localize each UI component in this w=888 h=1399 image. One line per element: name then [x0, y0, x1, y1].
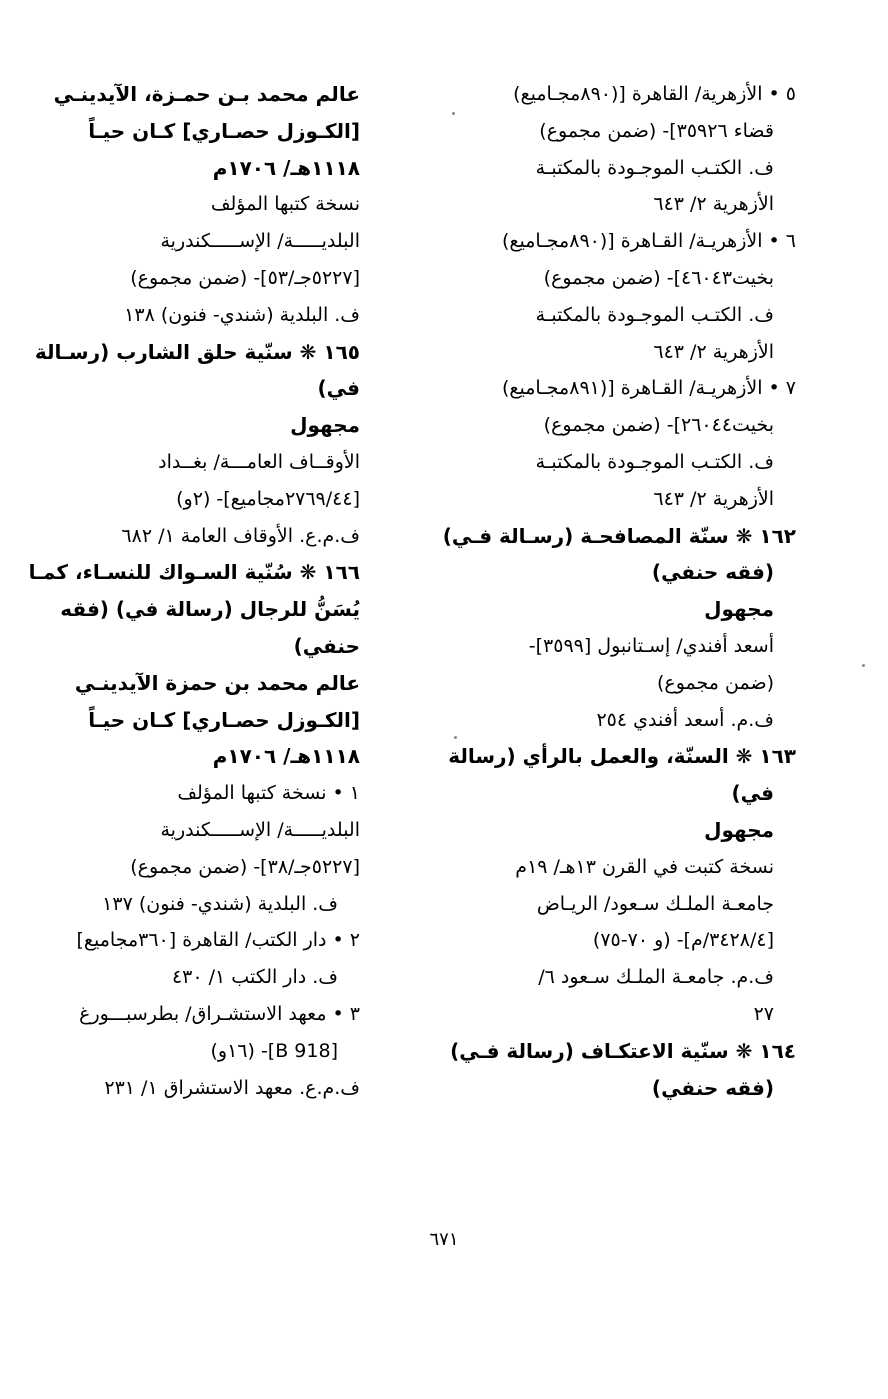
entry-heading-line: [الكـوزل حصـاري] كـان حيـاً [88, 707, 360, 732]
entry-text-line: ف. الكتـب الموجـودة بالمكتبـة [535, 156, 774, 179]
entry-heading-line: عالم محمد بـن حمـزة، الآيدينـي [53, 82, 360, 106]
entry-heading-line: مجهول [290, 413, 360, 438]
entry-heading-line: (فقه حنفي) [651, 560, 774, 585]
entry-text-line: نسخة كتبها المؤلف [210, 193, 360, 216]
entry-heading-line: [الكـوزل حصـاري] كـان حيـاً [88, 118, 360, 143]
left-column [28, 76, 360, 1106]
entry-text-line: ف.م.ع. معهد الاستشراق ١/ ٢٣١ [104, 1076, 360, 1099]
entry-text-line: [٢٧٦٩/٤٤مجاميع]- (٢و) [176, 487, 360, 510]
entry-text-line: [٣٤٢٨/٤/م]- (و ٧٠-٧٥) [592, 929, 774, 952]
entry-text-line: ف.م. أسعد أفندي ٢٥٤ [596, 708, 774, 731]
entry-heading-line: عالم محمد بن حمزة الآيدينـي [74, 670, 360, 695]
entry-text-line: نسخة كتبت في القرن ١٣هـ/ ١٩م [515, 855, 774, 878]
entry-heading-line: مجهول [704, 597, 774, 622]
entry-heading-line: (فقه حنفي) [651, 1075, 774, 1100]
entry-text-line: ف. الكتـب الموجـودة بالمكتبـة [535, 450, 774, 473]
entry-text-line: [B 918]- (١٦و) [210, 1039, 338, 1062]
entry-heading-line: مجهول [704, 817, 774, 842]
entry-text-line: ف.م. جامعـة الملـك سـعود ٦/ [538, 966, 774, 989]
entry-heading-line: ١٦٥ ❋ سنّية حلق الشارب (رسـالة [34, 339, 360, 364]
right-column [442, 76, 796, 1106]
entry-text-line: البلديـــــة/ الإســـــكندرية [160, 818, 360, 841]
entry-text-line: [٥٢٢٧جـ/٣٨]- (ضمن مجموع) [130, 855, 360, 878]
entry-text-line: ف. البلدية (شندي- فنون) ١٣٧ [102, 892, 338, 915]
speck-mark [452, 112, 455, 115]
entry-text-line: ٣ • معهد الاستشـراق/ بطرسبـــورغ [79, 1002, 360, 1025]
entry-text-line: ٦ • الأزهريـة/ القـاهرة [(٨٩٠مجـاميع) [502, 230, 796, 253]
entry-text-line: ف. البلدية (شندي- فنون) ١٣٨ [124, 303, 360, 326]
speck-mark [454, 736, 457, 739]
entry-heading-line: ١٦٢ ❋ سنّة المصافحـة (رسـالة فـي) [442, 523, 796, 548]
entry-text-line: (ضمن مجموع) [656, 671, 774, 694]
entry-text-line: الأزهرية ٢/ ٦٤٣ [653, 193, 774, 216]
entry-heading-line: في) [731, 781, 774, 806]
entry-heading-line: يُسَنُّ للرجال (رسالة في) (فقه [60, 597, 360, 622]
entry-text-line: ١ • نسخة كتبها المؤلف [177, 782, 360, 805]
entry-text-line: بخيت٢٦٠٤٤]- (ضمن مجموع) [543, 414, 774, 437]
entry-heading-line: حنفي) [293, 633, 360, 658]
entry-text-line: الأزهرية ٢/ ٦٤٣ [653, 487, 774, 510]
entry-text-line: ٥ • الأزهرية/ القاهرة [(٨٩٠مجـاميع) [513, 83, 796, 105]
entry-text-line: [٥٢٢٧جـ/٥٣]- (ضمن مجموع) [130, 266, 360, 289]
entry-text-line: ٧ • الأزهريـة/ القـاهرة [(٨٩١مجـاميع) [502, 377, 796, 400]
entry-text-line: ٢٧ [753, 1002, 774, 1025]
entry-heading-line: ١١١٨هـ/ ١٧٠٦م [212, 744, 360, 769]
entry-heading-line: في) [317, 376, 360, 401]
entry-heading-line: ١١١٨هـ/ ١٧٠٦م [212, 155, 360, 180]
entry-text-line: ف. الكتـب الموجـودة بالمكتبـة [535, 303, 774, 326]
entry-text-line: البلديـــــة/ الإســـــكندرية [160, 230, 360, 253]
entry-text-line: أسعد أفندي/ إسـتانبول [٣٥٩٩]- [528, 634, 774, 657]
entry-heading-line: ١٦٣ ❋ السنّة، والعمل بالرأي (رسالة [448, 744, 796, 769]
entry-text-line: ف. دار الكتب ١/ ٤٣٠ [171, 966, 338, 989]
entry-text-line: ٢ • دار الكتب/ القاهرة [٣٦٠مجاميع] [76, 929, 360, 952]
speck-mark [862, 664, 865, 667]
entry-text-line: قضاء ٣٥٩٢٦]- (ضمن مجموع) [539, 119, 774, 142]
entry-text-line: جامعـة الملـك سـعود/ الريـاض [536, 892, 774, 915]
page-number: ٦٧١ [429, 1229, 459, 1250]
entry-text-line: الأزهرية ٢/ ٦٤٣ [653, 340, 774, 363]
entry-heading-line: ١٦٦ ❋ سُنّية السـواك للنسـاء، كمـا [28, 560, 360, 585]
entry-text-line: ف.م.ع. الأوقاف العامة ١/ ٦٨٢ [121, 524, 360, 547]
entry-text-line: بخيت٤٦٠٤٣]- (ضمن مجموع) [543, 266, 774, 289]
entry-heading-line: ١٦٤ ❋ سنّية الاعتكـاف (رسالة فـي) [450, 1038, 796, 1063]
entry-text-line: الأوقــاف العامـــة/ بغــداد [158, 450, 360, 473]
